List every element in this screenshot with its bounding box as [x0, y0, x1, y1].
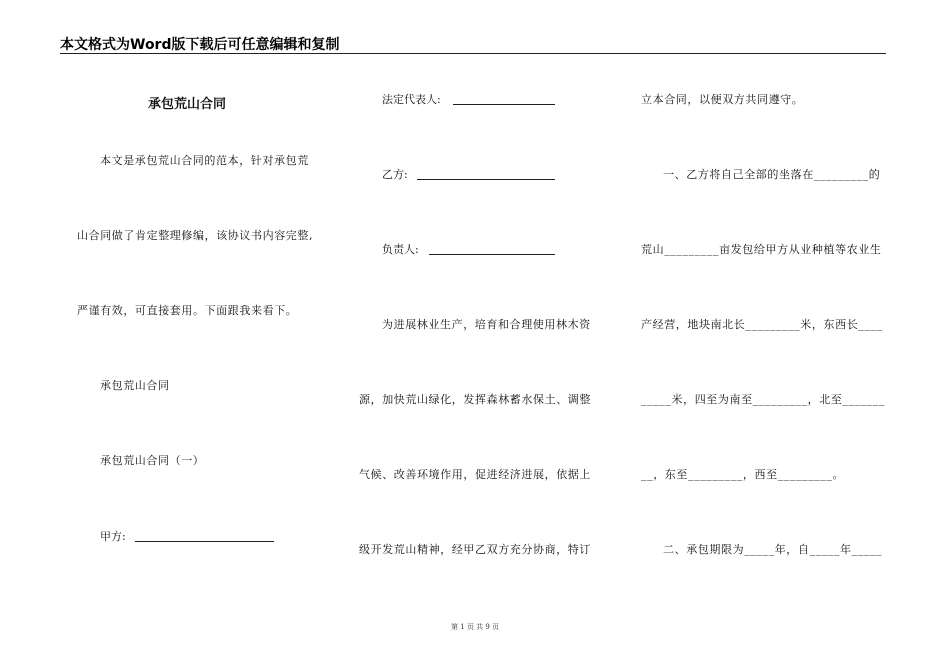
legal-rep-label: 法定代表人: — [382, 93, 441, 106]
paragraph-line: 源，加快荒山绿化，发挥森林蓄水保土、调整 — [359, 393, 591, 406]
party-b-label: 乙方: — [382, 168, 408, 181]
clause-line: _____米，四至为南至_________，北至_______ — [641, 393, 886, 406]
paragraph-line: 严谨有效，可直接套用。下面跟我来看下。 — [77, 304, 298, 317]
header-divider — [60, 53, 886, 54]
legal-rep-blank — [453, 104, 555, 105]
clause-line: 二、承包期限为_____年，自_____年_____ — [663, 543, 883, 556]
responsible-blank — [429, 254, 555, 255]
page-number: 第 1 页 共 9 页 — [450, 623, 500, 631]
clause-line: 荒山_________亩发包给甲方从业种植等农业生 — [641, 243, 882, 256]
paragraph-line: 级开发荒山精神，经甲乙双方充分协商，特订 — [359, 543, 591, 556]
party-a-label: 甲方: — [100, 530, 126, 543]
clause-line: 产经营，地块南北长_________米，东西长____ — [641, 318, 883, 331]
party-b-blank — [417, 179, 555, 180]
paragraph-line: 为进展林业生产，培育和合理使用林木资 — [382, 318, 591, 331]
section-heading: 承包荒山合同（一） — [100, 454, 205, 467]
party-a-blank — [135, 541, 274, 542]
responsible-label: 负责人: — [382, 243, 419, 256]
paragraph-line: 本文是承包荒山合同的范本，针对承包荒 — [100, 154, 309, 167]
paragraph-line: 气候、改善环境作用，促进经济进展，依据上 — [359, 468, 591, 481]
clause-line: 一、乙方将自己全部的坐落在_________的 — [663, 168, 881, 181]
clause-line: __，东至_________，西至_________。 — [641, 468, 845, 481]
paragraph-line: 山合同做了肯定整理修编，该协议书内容完整, — [77, 229, 314, 242]
header-text: 本文格式为Word版下载后可任意编辑和复制 — [60, 37, 340, 53]
paragraph-line: 立本合同，以便双方共同遵守。 — [641, 93, 804, 106]
section-heading: 承包荒山合同 — [100, 379, 170, 392]
document-title: 承包荒山合同 — [148, 97, 227, 112]
